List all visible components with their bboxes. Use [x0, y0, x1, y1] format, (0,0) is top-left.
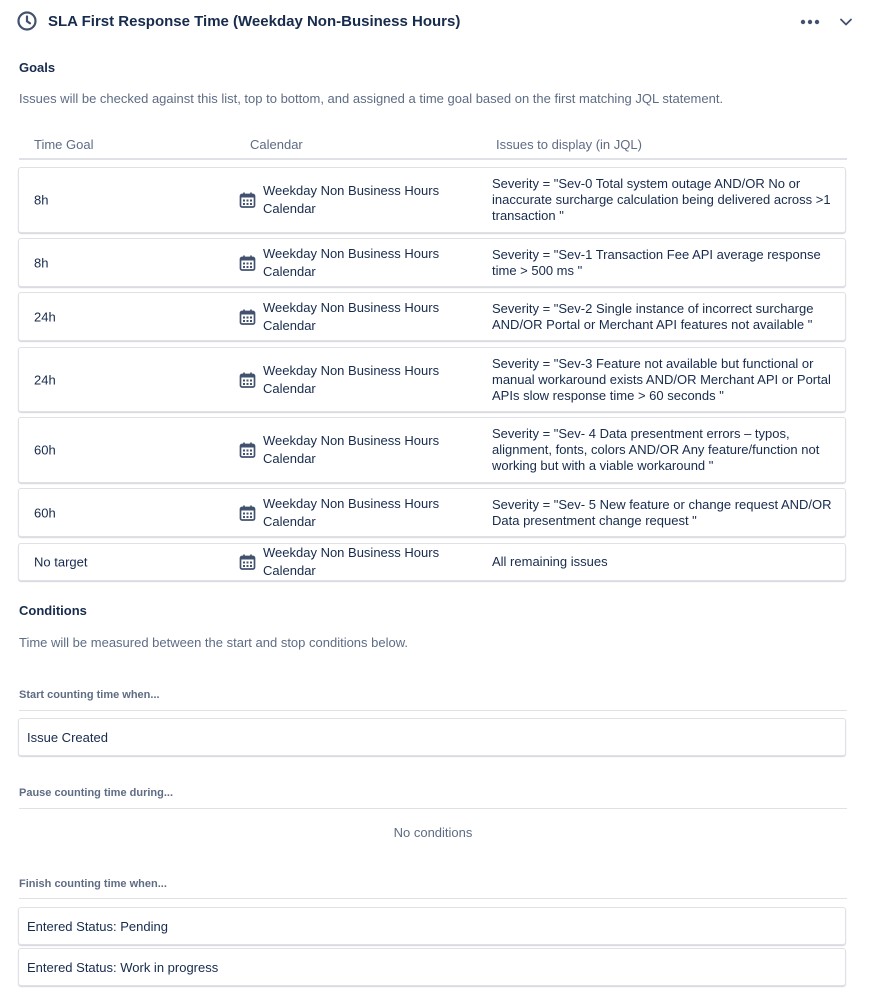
calendar-name: Weekday Non Business Hours Calendar	[263, 299, 440, 333]
calendar-name: Weekday Non Business Hours Calendar	[263, 545, 440, 578]
time-goal: 60h	[34, 505, 56, 520]
divider	[19, 710, 847, 711]
chevron-down-icon[interactable]	[836, 12, 856, 32]
calendar-name: Weekday Non Business Hours Calendar	[263, 245, 440, 279]
calendar-icon	[239, 554, 256, 571]
calendar-icon	[239, 371, 256, 388]
jql-statement: Severity = "Sev- 4 Data presentment errors – typos, alignment, fonts, colors AND/OR Any feature/function not working but with a viable workaround "	[492, 426, 820, 473]
jql-statement: Severity = "Sev- 5 New feature or change request AND/OR Data presentment change request "	[492, 496, 832, 528]
calendar-icon	[239, 308, 256, 325]
col-head-calendar: Calendar	[250, 137, 303, 152]
jql-statement: Severity = "Sev-0 Total system outage AND/OR No or inaccurate surcharge calculation being delivered across >1 transaction "	[492, 176, 831, 223]
condition-label: Entered Status: Pending	[27, 919, 168, 934]
jql-statement: Severity = "Sev-3 Feature not available but functional or manual workaround exists AND/OR Merchant API or Portal APIs slow response time > 60 seconds "	[492, 355, 831, 403]
goal-row[interactable]	[18, 488, 846, 537]
time-goal: 60h	[34, 442, 56, 458]
jql-statement: Severity = "Sev-2 Single instance of incorrect surcharge AND/OR Portal or Merchant API features not available "	[492, 300, 814, 332]
jql-statement: All remaining issues	[492, 554, 608, 569]
col-head-jql: Issues to display (in JQL)	[496, 137, 642, 152]
finish-condition[interactable]	[18, 907, 846, 945]
goals-heading: Goals	[19, 60, 56, 75]
finish-condition[interactable]	[18, 948, 846, 986]
time-goal: 24h	[34, 309, 56, 324]
calendar-name: Weekday Non Business Hours Calendar	[263, 495, 440, 529]
calendar-icon	[239, 504, 256, 521]
calendar-icon	[239, 254, 256, 271]
pause-label: Pause counting time during...	[19, 787, 174, 799]
goals-description: Issues will be checked against this list, top to bottom, and assigned a time goal based on the first matching JQL statement.	[19, 91, 724, 106]
start-label: Start counting time when...	[19, 689, 160, 701]
calendar-name: Weekday Non Business Hours Calendar	[263, 362, 440, 396]
divider	[19, 808, 847, 809]
goal-row[interactable]	[18, 543, 846, 581]
goal-row[interactable]	[18, 417, 846, 483]
conditions-description: Time will be measured between the start and stop conditions below.	[19, 635, 409, 650]
start-condition[interactable]	[18, 718, 846, 756]
condition-label: Issue Created	[27, 730, 108, 745]
time-goal: 8h	[34, 255, 49, 270]
goal-row[interactable]	[18, 347, 846, 412]
sla-header	[0, 0, 876, 44]
goal-row[interactable]	[18, 292, 846, 341]
table-header-divider	[19, 158, 847, 160]
condition-label: Entered Status: Work in progress	[27, 960, 219, 975]
page-title: SLA First Response Time (Weekday Non-Business Hours)	[48, 13, 461, 30]
calendar-icon	[239, 442, 256, 459]
calendar-name: Weekday Non Business Hours Calendar	[263, 433, 440, 466]
clock-icon	[16, 10, 38, 32]
goal-row[interactable]	[18, 238, 846, 287]
time-goal: 8h	[34, 192, 49, 208]
divider	[19, 898, 847, 899]
goal-row[interactable]	[18, 167, 846, 233]
calendar-name: Weekday Non Business Hours Calendar	[263, 183, 440, 216]
no-conditions-text: No conditions	[393, 825, 473, 840]
jql-statement: Severity = "Sev-1 Transaction Fee API average response time > 500 ms "	[492, 246, 821, 278]
finish-label: Finish counting time when...	[19, 878, 167, 890]
conditions-heading: Conditions	[19, 603, 87, 618]
time-goal: No target	[34, 554, 88, 570]
col-head-time-goal: Time Goal	[34, 137, 94, 152]
more-icon[interactable]	[796, 12, 824, 32]
calendar-icon	[239, 192, 256, 209]
time-goal: 24h	[34, 372, 56, 387]
